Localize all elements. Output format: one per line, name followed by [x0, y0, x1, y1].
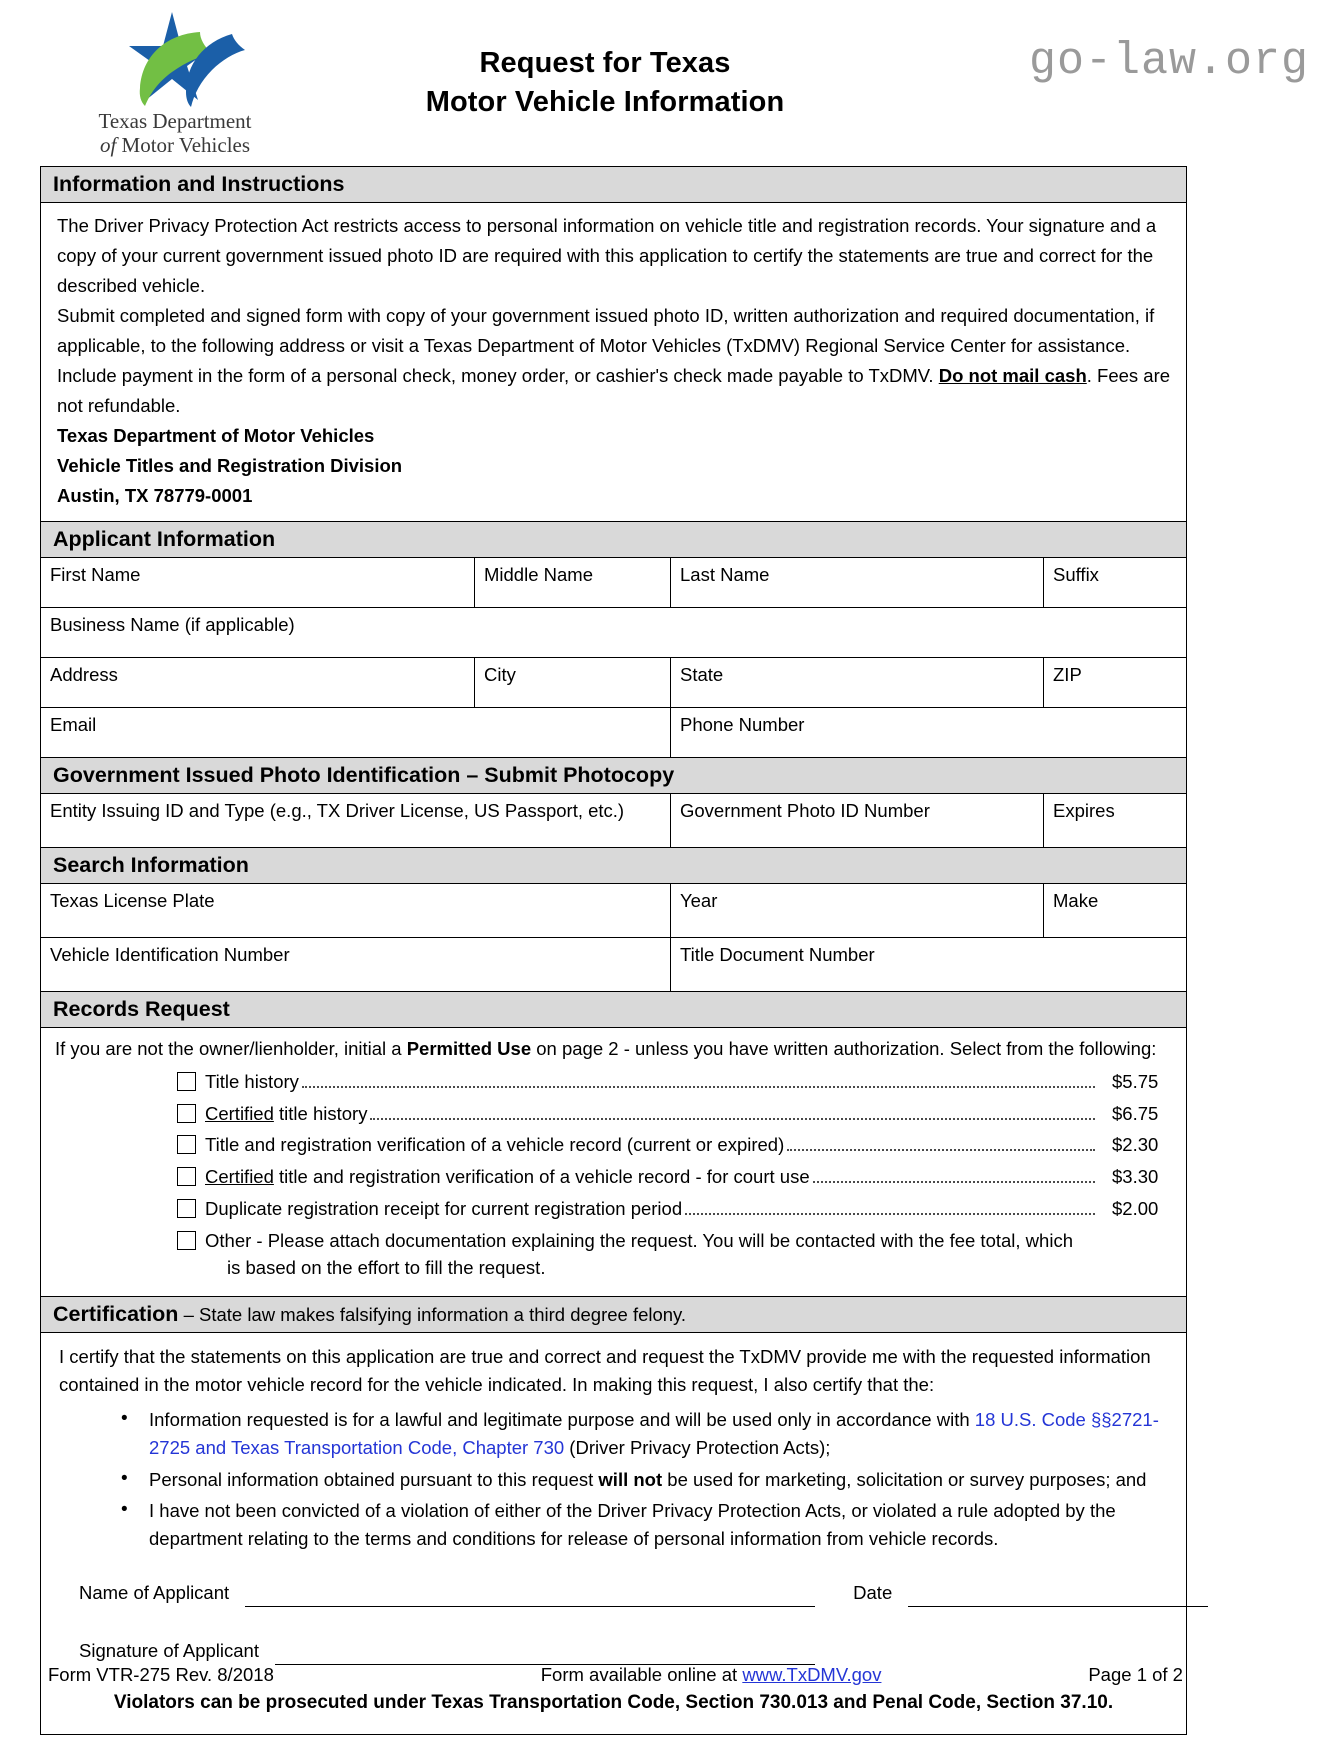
- name-of-applicant-input[interactable]: [245, 1590, 815, 1607]
- title-line-1: Request for Texas: [479, 47, 731, 79]
- certification-bullet-2: [117, 1466, 1170, 1494]
- certification-heading-bold: Certification: [53, 1302, 179, 1327]
- name-of-applicant-label: Name of Applicant: [79, 1581, 230, 1603]
- records-request-body: [41, 1028, 1186, 1296]
- field-label-first-name: First Name: [50, 563, 141, 585]
- instructions-p3-a: Include payment in the form of a personal check, money order, or cashier's check made payable to TxDMV.: [57, 364, 939, 386]
- applicant-name-row: [41, 558, 1186, 608]
- records-option-body: [205, 1163, 1172, 1191]
- search-vin-row: [41, 938, 1186, 991]
- section-header-photo-id: Government Issued Photo Identification – Submit Photocopy: [41, 757, 1186, 794]
- watermark-text: go-law.org: [1028, 36, 1309, 87]
- field-label-year: Year: [680, 890, 718, 911]
- records-option-price: $5.75: [1112, 1070, 1159, 1092]
- field-photo-id-number[interactable]: [671, 794, 1044, 847]
- footer-availability-prefix: Form available online at: [540, 1664, 743, 1685]
- us-code-link[interactable]: 18 U.S. Code §§2721-2725 and Texas Transportation Code, Chapter 730: [149, 1409, 1159, 1459]
- field-entity-issuing-id[interactable]: [41, 794, 671, 847]
- instructions-paragraph-1: The Driver Privacy Protection Act restricts access to personal information on vehicle title and registration records. Your signature and a copy of your current government issued photo ID are required with this application to certify the statements are true and correct for the described vehicle.: [57, 215, 1157, 297]
- field-first-name[interactable]: [41, 558, 475, 607]
- page-title: [360, 44, 850, 122]
- records-option-label-rest: title and registration verification of a vehicle record - for court use: [273, 1166, 810, 1188]
- records-option-underlined-word: Certified: [205, 1102, 274, 1124]
- records-option-other[interactable]: [177, 1227, 1172, 1283]
- signature-input[interactable]: [275, 1648, 815, 1665]
- records-option-label: Duplicate registration receipt for current registration period: [205, 1197, 683, 1219]
- footer-page-number: Page 1 of 2: [1088, 1664, 1183, 1685]
- txdmv-website-link[interactable]: www.TxDMV.gov: [742, 1664, 882, 1685]
- field-year[interactable]: [671, 884, 1044, 937]
- field-label-phone-number: Phone Number: [680, 713, 805, 735]
- logo-motor-vehicles: Motor Vehicles: [121, 132, 251, 157]
- field-label-zip: ZIP: [1053, 663, 1082, 685]
- records-option-label: [205, 1100, 367, 1128]
- certification-bullet-1: [117, 1406, 1170, 1462]
- bullet-2-text-b: be used for marketing, solicitation or survey purposes; and: [662, 1468, 1147, 1490]
- field-label-id-expires: Expires: [1053, 799, 1115, 821]
- checkbox-duplicate-registration-receipt[interactable]: [177, 1199, 196, 1218]
- search-plate-row: [41, 884, 1186, 938]
- records-lead-text: [55, 1035, 1172, 1063]
- footer-availability: [541, 1664, 882, 1686]
- section-header-search: Search Information: [41, 847, 1186, 884]
- field-title-document-number[interactable]: [671, 938, 1185, 991]
- field-zip[interactable]: [1044, 658, 1185, 707]
- page-footer: [48, 1664, 1183, 1686]
- checkbox-certified-verification-court[interactable]: [177, 1167, 196, 1186]
- records-option-certified-title-history[interactable]: [177, 1100, 1172, 1128]
- bullet-2-text-a: Personal information obtained pursuant to this request: [149, 1468, 599, 1490]
- records-option-price: $3.30: [1112, 1166, 1159, 1188]
- field-label-city: City: [484, 663, 516, 685]
- dot-leader: [370, 1118, 1095, 1120]
- field-label-vin: Vehicle Identification Number: [50, 944, 290, 965]
- field-email[interactable]: [41, 708, 671, 757]
- certification-bullet-list: [57, 1406, 1170, 1553]
- instructions-text: [41, 203, 1186, 521]
- records-lead-b: on page 2 - unless you have written authorization. Select from the following:: [531, 1038, 1157, 1060]
- certification-heading-rest: – State law makes falsifying information a third degree felony.: [178, 1304, 687, 1326]
- section-header-certification: [41, 1296, 1186, 1333]
- records-option-label: Title history: [205, 1070, 299, 1092]
- certification-bullet-3: • I have not been convicted of a violation of either of the Driver Privacy Protection Acts, or violated a rule adopted by the department relating to the terms and conditions for release of personal information from vehicle records.: [117, 1497, 1170, 1553]
- certification-intro: I certify that the statements on this application are true and correct and request the TxDMV provide me with the requested information contained in the motor vehicle record for the vehicle indicated. In making this request, I also certify that the:: [59, 1346, 1151, 1396]
- footer-form-number: Form VTR-275 Rev. 8/2018: [48, 1664, 274, 1685]
- field-suffix[interactable]: [1044, 558, 1185, 607]
- records-option-price: $2.00: [1112, 1197, 1159, 1219]
- instructions-p3-b: . Fees are not refundable.: [57, 364, 1171, 416]
- field-address[interactable]: [41, 658, 475, 707]
- section-header-records-request: Records Request: [41, 991, 1186, 1028]
- records-option-body: [205, 1195, 1172, 1223]
- records-option-label: Title and registration verification of a vehicle record (current or expired): [205, 1134, 785, 1156]
- records-option-title-registration-verification[interactable]: [177, 1131, 1172, 1159]
- field-middle-name[interactable]: [475, 558, 671, 607]
- instructions-paragraph-3: [57, 361, 1172, 421]
- records-lead-a: If you are not the owner/lienholder, initial a: [55, 1038, 407, 1060]
- field-last-name[interactable]: [671, 558, 1044, 607]
- name-and-date-row: [79, 1579, 1170, 1607]
- dot-leader: [787, 1149, 1095, 1151]
- logo-line-1: Texas Department: [98, 109, 252, 133]
- field-vin[interactable]: [41, 938, 671, 991]
- logo-of: of: [99, 132, 117, 157]
- dot-leader: [302, 1086, 1095, 1088]
- title-line-2: Motor Vehicle Information: [425, 85, 785, 118]
- page-header: [0, 0, 1343, 163]
- records-option-body: [205, 1227, 1172, 1283]
- field-label-address: Address: [50, 663, 118, 685]
- records-option-other-line-2: is based on the effort to fill the request.: [227, 1257, 546, 1279]
- checkbox-title-registration-verification[interactable]: [177, 1135, 196, 1154]
- records-option-price: $2.30: [1112, 1134, 1159, 1156]
- mailing-address-line-3: Austin, TX 78779-0001: [57, 484, 253, 506]
- records-option-price: $6.75: [1112, 1102, 1159, 1124]
- field-label-last-name: Last Name: [680, 563, 770, 585]
- txdmv-star-icon: [88, 8, 263, 108]
- bullet-1-text-a: Information requested is for a lawful and legitimate purpose and will be used only in accordance with: [149, 1409, 975, 1431]
- records-option-underlined-word: Certified: [205, 1166, 274, 1188]
- checkbox-title-history[interactable]: [177, 1072, 196, 1091]
- records-option-other-line-1: Other - Please attach documentation explaining the request. You will be contacted with the fee total, which: [205, 1229, 1073, 1251]
- field-label-suffix: Suffix: [1053, 563, 1099, 585]
- records-option-title-history[interactable]: [177, 1068, 1172, 1096]
- section-header-applicant: Applicant Information: [41, 521, 1186, 558]
- date-input[interactable]: [908, 1590, 1208, 1607]
- field-phone-number[interactable]: [671, 708, 1185, 757]
- field-business-name[interactable]: [41, 608, 1185, 657]
- field-texas-license-plate[interactable]: [41, 884, 671, 937]
- field-state[interactable]: [671, 658, 1044, 707]
- applicant-address-row: [41, 658, 1186, 708]
- signature-of-applicant-label: Signature of Applicant: [79, 1640, 259, 1662]
- field-label-make: Make: [1053, 890, 1099, 911]
- records-option-certified-verification-court[interactable]: [177, 1163, 1172, 1191]
- instructions-paragraph-2: Submit completed and signed form with copy of your government issued photo ID, written authorization and required documentation, if applicable, to the following address or visit a Texas Department of Motor Vehicles (TxDMV) Regional Service Center for assistance.: [57, 304, 1155, 356]
- field-label-entity-issuing-id: Entity Issuing ID and Type (e.g., TX Driver License, US Passport, etc.): [50, 799, 625, 821]
- dot-leader: [685, 1213, 1095, 1215]
- records-option-body: [205, 1131, 1172, 1159]
- records-option-body: [205, 1068, 1172, 1096]
- mailing-address-line-2: Vehicle Titles and Registration Division: [57, 454, 403, 476]
- violators-notice: Violators can be prosecuted under Texas Transportation Code, Section 730.013 and Penal Code, Section 37.10.: [113, 1692, 1114, 1714]
- business-name-row: [41, 608, 1186, 658]
- mailing-address-line-1: Texas Department of Motor Vehicles: [57, 424, 375, 446]
- section-header-instructions: Information and Instructions: [41, 167, 1186, 203]
- dot-leader: [813, 1181, 1095, 1183]
- date-label: Date: [853, 1581, 893, 1603]
- field-label-email: Email: [50, 713, 97, 735]
- records-option-body: [205, 1100, 1172, 1128]
- permitted-use-emphasis: Permitted Use: [406, 1038, 532, 1060]
- will-not-emphasis: will not: [598, 1468, 663, 1490]
- applicant-contact-row: [41, 708, 1186, 757]
- photo-id-row: [41, 794, 1186, 847]
- field-city[interactable]: [475, 658, 671, 707]
- form-body: [40, 166, 1187, 1735]
- field-make[interactable]: [1044, 884, 1185, 937]
- checkbox-other[interactable]: [177, 1231, 196, 1250]
- field-label-middle-name: Middle Name: [484, 563, 593, 585]
- checkbox-certified-title-history[interactable]: [177, 1104, 196, 1123]
- bullet-1-text-b: (Driver Privacy Protection Acts);: [564, 1437, 831, 1459]
- field-label-title-document-number: Title Document Number: [680, 944, 875, 965]
- logo-line-2: [60, 134, 290, 158]
- field-label-business-name: Business Name (if applicable): [50, 613, 295, 635]
- records-option-label-rest: title history: [273, 1102, 368, 1124]
- field-label-texas-license-plate: Texas License Plate: [50, 890, 215, 911]
- records-option-duplicate-registration-receipt[interactable]: [177, 1195, 1172, 1223]
- field-label-state: State: [680, 663, 724, 685]
- field-id-expires[interactable]: [1044, 794, 1185, 847]
- logo-wordmark: [60, 110, 290, 157]
- signature-row: [79, 1637, 1170, 1665]
- records-option-label: [205, 1163, 810, 1191]
- do-not-mail-cash: Do not mail cash: [938, 364, 1087, 386]
- txdmv-logo: [60, 8, 290, 157]
- field-label-photo-id-number: Government Photo ID Number: [680, 799, 930, 821]
